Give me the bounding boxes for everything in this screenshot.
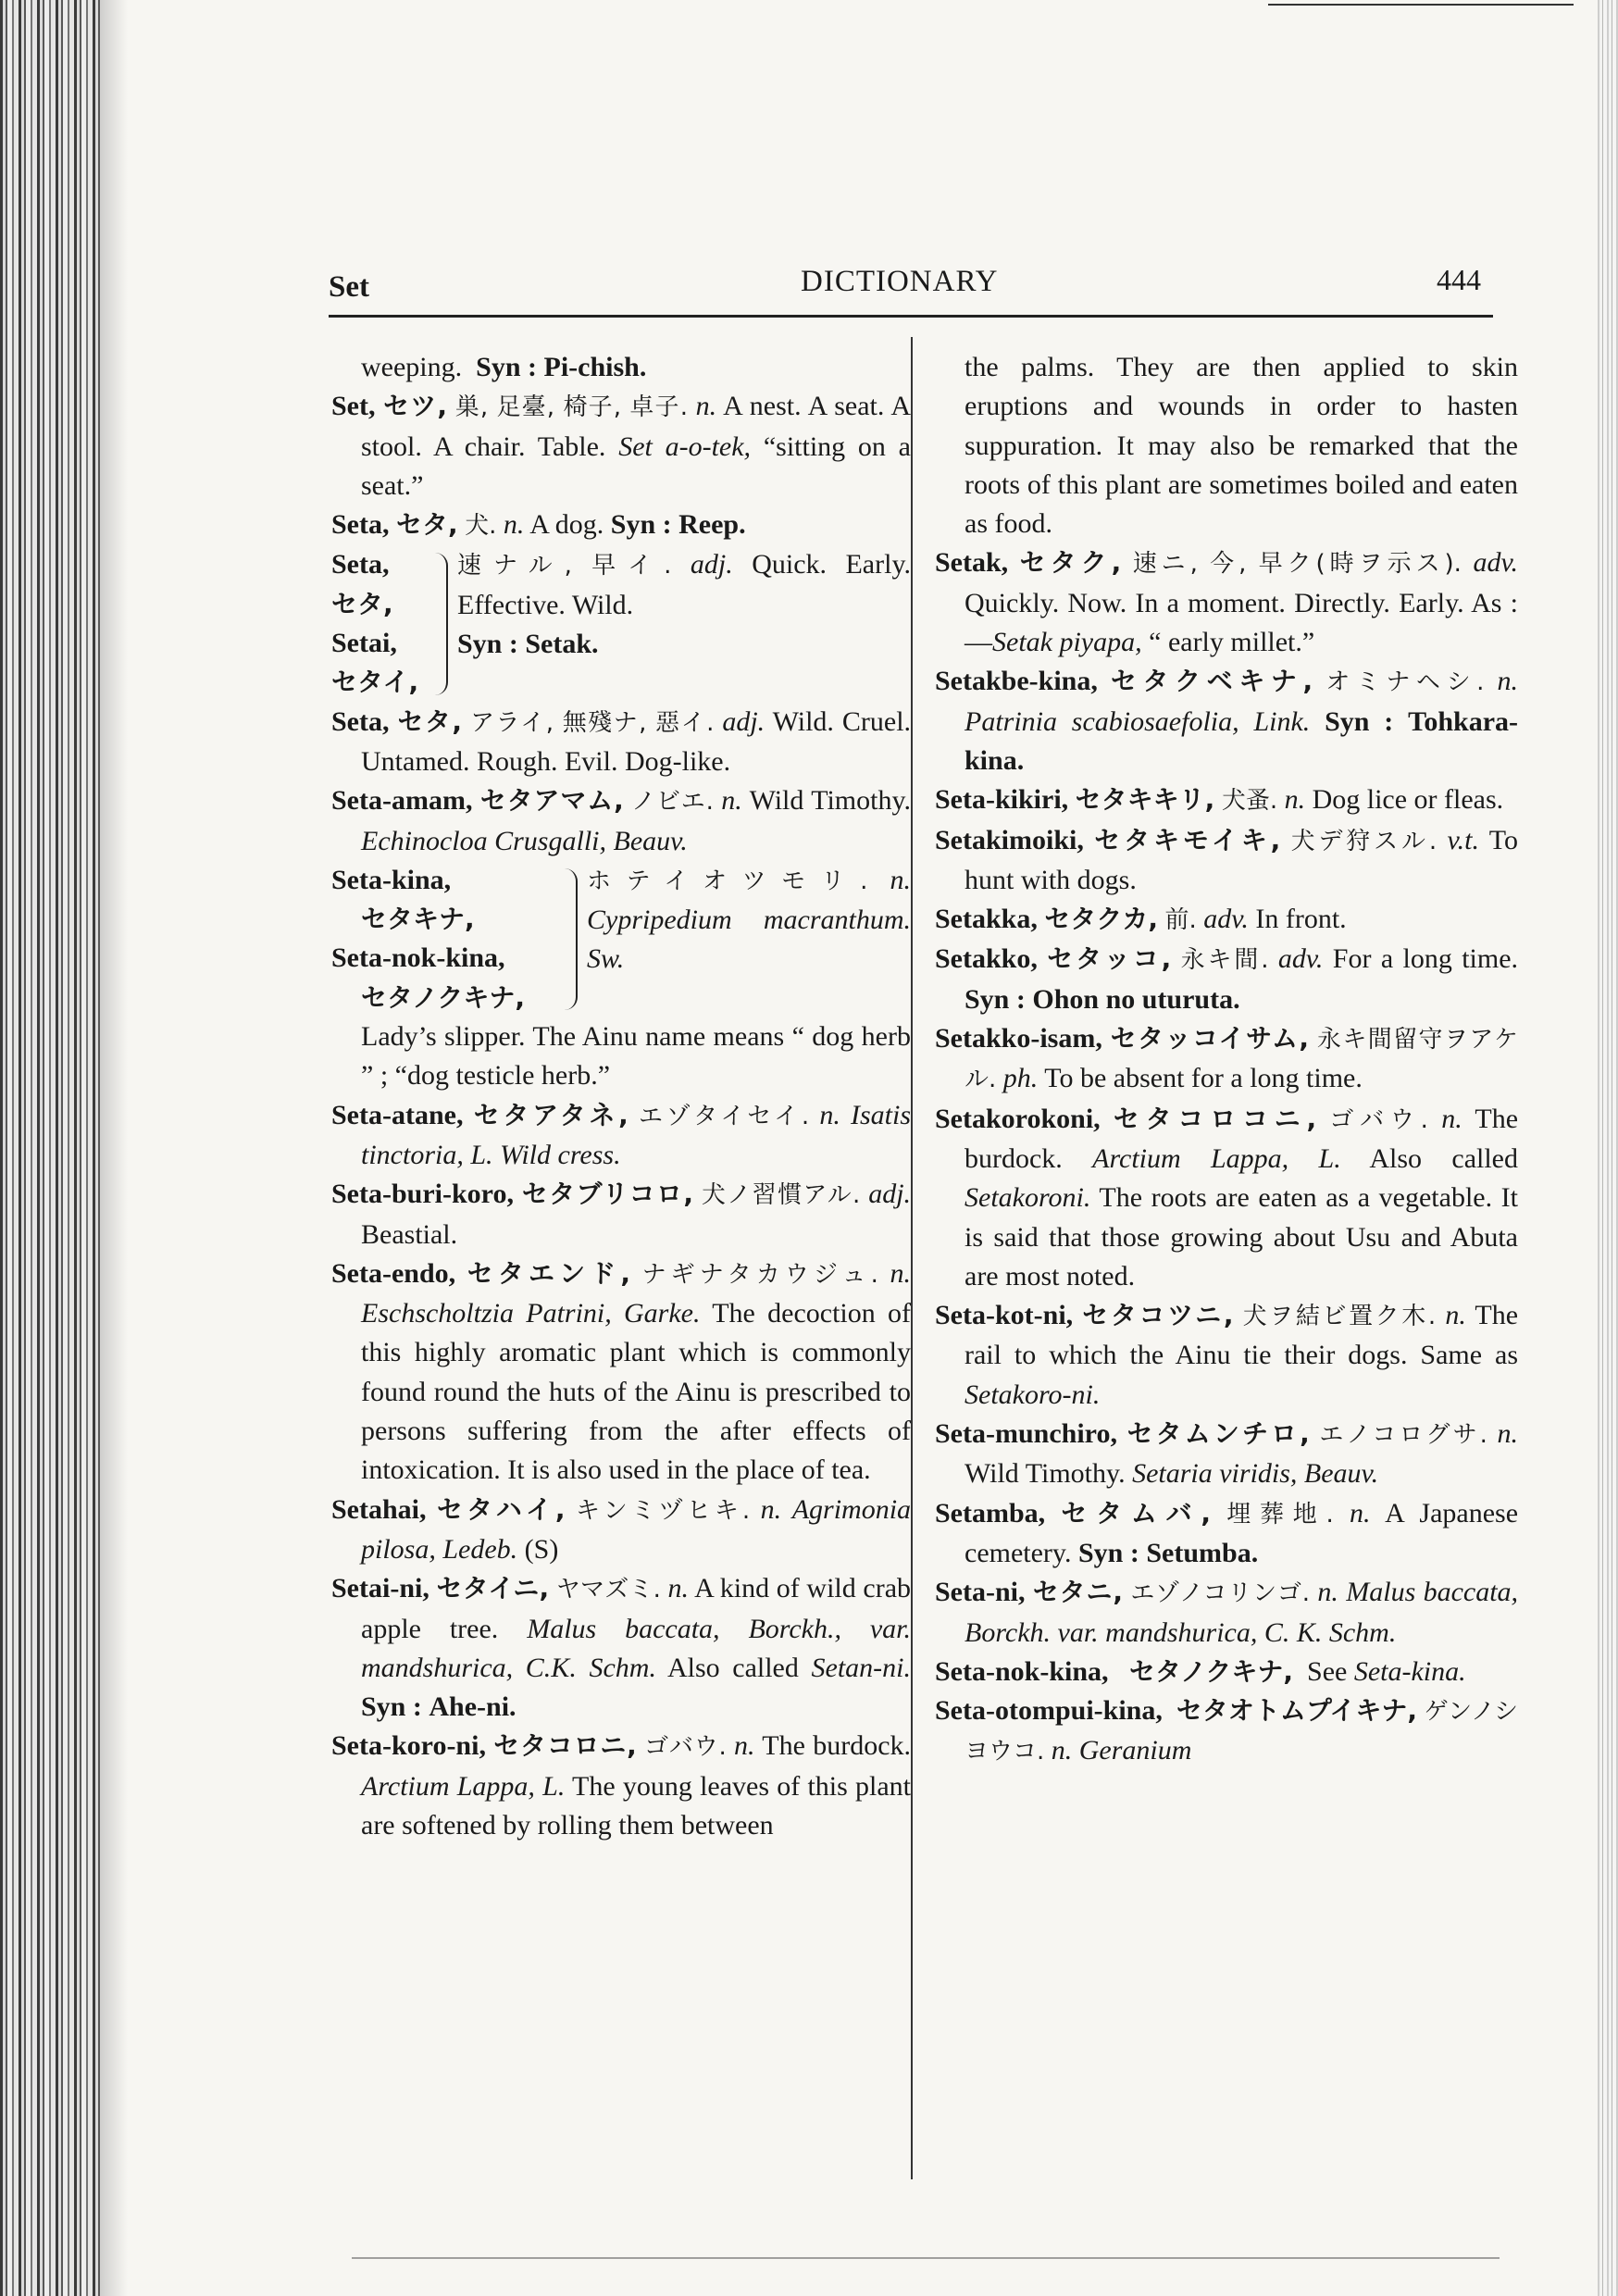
dictionary-entry: Seta-munchiro, セタムンチロ, エノコログサ. n. Wild Timothy. Setaria viridis, Beauv. [935,1418,1519,1490]
headword: Seta-amam, [331,785,473,817]
book-title: DICTIONARY [801,265,999,298]
guide-word: Set [329,270,369,304]
dictionary-entry: Seta-kot-ni, セタコツニ, 犬ヲ結ビ置ク木. n. The rail to which the Ainu tie their dogs. Same as Setakoro-ni. [935,1300,1519,1410]
headword: Setai-ni, [331,1573,429,1604]
headword: Seta-atane, [331,1099,464,1130]
dictionary-entry: Seta-koro-ni, セタコロニ, ゴバウ. n. The burdock. Arctium Lappa, L. The young leaves of this plant are softened by rolling them between [331,1730,912,1841]
headword: Setahai, [331,1493,427,1525]
dictionary-entry: Set, セツ, 巣, 足臺, 椅子, 卓子. n. A nest. A seat. A stool. A chair. Table. Set a-o-tek, “sitting on a seat.” [331,391,912,501]
header-rule [329,315,1493,318]
headword: Seta-kina, [331,864,452,895]
headword: Seta, [331,705,390,737]
book-binding-shadow [0,0,100,2296]
entry-continuation: weeping. Syn : Pi-chish. [361,352,647,382]
headword: Seta-endo, [331,1257,456,1289]
headword: Seta-buri-koro, [331,1179,514,1210]
headword: Seta-nok-kina, [331,942,505,974]
page-edge-shadow [1598,0,1618,2296]
headword: Seta-nok-kina, [935,1655,1109,1687]
entry-continuation: the palms. They are then applied to skin eruptions and wounds in order to hasten suppuration. It may also be remarked that the roots of this plant are sometimes boiled and eaten as food. [965,352,1518,540]
dictionary-entry: Setakorokoni, セタコロコニ, ゴバウ. n. The burdock. Arctium Lappa, L. Also called Setakoroni. The roots are eaten as a vegetable. It is said that those growing about Usu and Abuta are most noted. [935,1103,1519,1292]
dictionary-entry: Setakbe-kina, セタクベキナ, オミナヘシ. n. Patrinia scabiosaefolia, Link. Syn : Tohkara-kina. [935,666,1519,776]
headword: Seta-koro-ni, [331,1730,486,1762]
dictionary-entry: Seta-atane, セタアタネ, エゾタイセイ. n. Isatis tinctoria, L. Wild cress. [331,1099,912,1170]
headword: Seta-ni, [935,1577,1026,1608]
grouped-entry: Seta-kina, セタキナ, Seta-nok-kina, セタノクキナ, ホテイオツモリ. n. Cypripedium macranthum. Sw. Lady’s slipper. The Ainu name means “ dog herb ” ; “dog testicle herb.” [331,861,911,1096]
scan-artifact-line [352,2257,1500,2259]
headword: Seta, [331,509,390,541]
dictionary-entry: Seta, セタ, アライ, 無殘ナ, 惡イ. adj. Wild. Cruel. Untamed. Rough. Evil. Dog-like. [331,705,912,777]
dictionary-entry: Seta-otompui-kina, セタオトムプイキナ, ゲンノシヨウコ. n. Geranium [935,1695,1519,1766]
dictionary-entry: Seta-nok-kina, セタノクキナ, See Seta-kina. [935,1655,1466,1687]
scan-artifact-line [1268,4,1574,6]
headword: Setakbe-kina, [935,666,1098,697]
headword: Setak, [935,547,1009,579]
running-head [329,265,1490,313]
column-divider [911,337,913,2179]
dictionary-entry: Seta-endo, セタエンド, ナギナタカウジュ. n. Eschscholtzia Patrini, Garke. The decoction of this highly aromatic plant which is commonly found round the huts of the Ainu is prescribed to persons suffering from the after effects of intoxication. It is also used in the place of tea. [331,1257,912,1486]
dictionary-entry: Seta-amam, セタアマム, ノビエ. n. Wild Timothy. Echinocloa Crusgalli, Beauv. [331,785,912,856]
dictionary-entry: Seta-ni, セタニ, エゾノコリンゴ. n. Malus baccata, Borckh. var. mandshurica, C. K. Schm. [935,1577,1519,1648]
headword: Seta-otompui-kina, [935,1695,1163,1727]
brace [563,868,578,1010]
dictionary-entry: Seta, セタ, 犬. n. A dog. Syn : Reep. [331,509,746,541]
dictionary-entry: Setahai, セタハイ, キンミヅヒキ. n. Agrimonia pilosa, Ledeb. (S) [331,1493,912,1565]
headword: Setakko, [935,943,1038,975]
dictionary-entry: Setamba, セタムバ, 埋葬地. n. A Japanese cemetery. Syn : Setumba. [935,1497,1519,1568]
grouped-entry: Seta, セタ, Setai, セタイ, 速ナル, 早イ. adj. Quick. Early. Effective. Wild. Syn : Setak. [331,545,911,702]
dictionary-entry: Seta-kikiri, セタキキリ, 犬蚤. n. Dog lice or fleas. [935,784,1504,816]
dictionary-entry: Setakka, セタクカ, 前. adv. In front. [935,904,1347,935]
dictionary-entry: Setakko, セタッコ, 永キ間. adv. For a long time. Syn : Ohon no uturuta. [935,943,1519,1015]
headword: Seta, [331,549,390,580]
dictionary-entry: Setakimoiki, セタキモイキ, 犬デ狩スル. v.t. To hunt with dogs. [935,824,1519,895]
dictionary-entry: Seta-buri-koro, セタブリコロ, 犬ノ習慣アル. adj. Beastial. [331,1179,912,1250]
headword: Seta-kot-ni, [935,1300,1074,1331]
headword: Setakka, [935,904,1038,935]
dictionary-entry: Setak, セタク, 速ニ, 今, 早ク(時ヲ示ス). adv. Quickly. Now. In a moment. Directly. Early. As :—Setak piyapa, “ early millet.” [935,547,1519,658]
page-number: 444 [1437,263,1481,296]
brace [433,553,448,694]
headword: Seta-kikiri, [935,784,1069,816]
gutter-shadow [100,0,128,2296]
headword: Setakorokoni, [935,1103,1101,1134]
headword: Setai, [331,628,397,659]
dictionary-entry: Setakko-isam, セタッコイサム, 永キ間留守ヲアケル. ph. To be absent for a long time. [935,1023,1518,1094]
headword: Setamba, [935,1497,1046,1529]
headword: Setakko-isam, [935,1023,1102,1054]
headword: Set, [331,391,376,422]
dictionary-entry: Setai-ni, セタイニ, ヤマズミ. n. A kind of wild crab apple tree. Malus baccata, Borckh., var. mandshurica, C.K. Schm. Also called Setan-ni. Syn : Ahe-ni. [331,1573,912,1723]
left-column [331,348,911,1845]
headword: Setakimoiki, [935,824,1084,855]
headword: Seta-munchiro, [935,1418,1117,1450]
right-column [935,348,1518,1772]
